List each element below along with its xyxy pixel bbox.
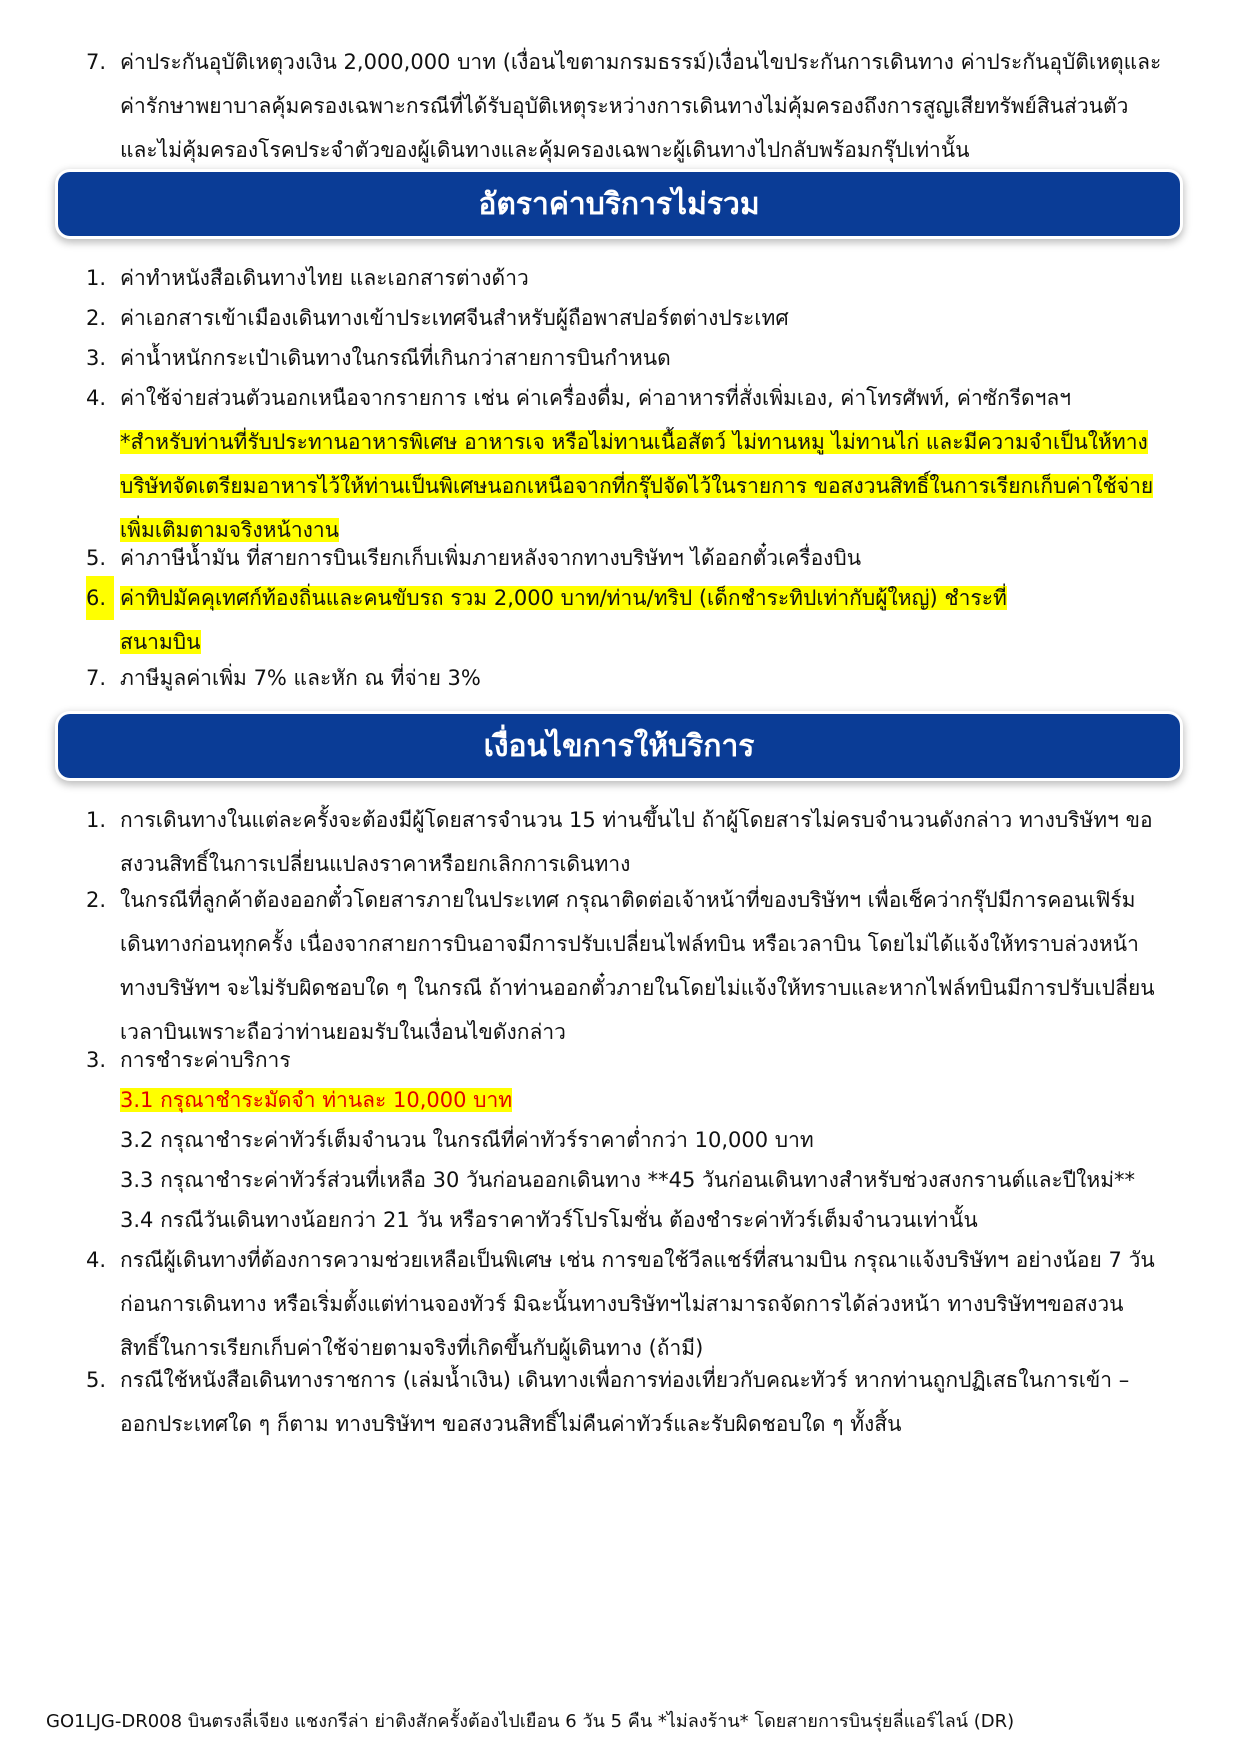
item-line: ภาษีมูลค่าเพิ่ม 7% และหัก ณ ที่จ่าย 3%: [120, 666, 481, 690]
item-number: 6.: [86, 576, 114, 620]
insurance-item: [86, 40, 1175, 172]
payment-subitem-balance: 3.3 กรุณาชำระค่าทัวร์ส่วนที่เหลือ 30 วันก่อนออกเดินทาง **45 วันก่อนเดินทางสำหรับช่วงสงกรานต์และปีใหม่**: [120, 1168, 1136, 1192]
item-line: ค่าใช้จ่ายส่วนตัวนอกเหนือจากรายการ เช่น ค่าเครื่องดื่ม, ค่าอาหารที่สั่งเพิ่มเอง, ค่าโทรศัพท์, ค่าซักรีดฯลฯ: [120, 386, 1072, 410]
condition-item-5: [86, 1358, 1175, 1446]
item-line: ค่าภาษีน้ำมัน ที่สายการบินเรียกเก็บเพิ่มภายหลังจากทางบริษัทฯ ได้ออกตั๋วเครื่องบิน: [120, 546, 862, 570]
special-meal-note: *สำหรับท่านที่รับประทานอาหารพิเศษ อาหารเจ หรือไม่ทานเนื้อสัตว์ ไม่ทานหมู ไม่ทานไก่ และมีความจำเป็นให้ทาง: [120, 430, 1148, 454]
item-number: 7.: [86, 50, 107, 74]
item-line: ค่าทำหนังสือเดินทางไทย และเอกสารต่างด้าว: [120, 266, 529, 290]
tip-note: สนามบิน: [120, 630, 201, 654]
payment-subitem-short-notice: 3.4 กรณีวันเดินทางน้อยกว่า 21 วัน หรือราคาทัวร์โปรโมชั่น ต้องชำระค่าทัวร์เต็มจำนวนเท่านั้น: [120, 1208, 978, 1232]
item-line: ทางบริษัทฯ จะไม่รับผิดชอบใด ๆ ในกรณี ถ้าท่านออกตั๋วภายในโดยไม่แจ้งให้ทราบและหากไฟล์ทบินมีการปรับเปลี่ยน: [120, 976, 1155, 1000]
item-number: 2.: [86, 306, 107, 330]
item-number: 2.: [86, 888, 107, 912]
item-line: ค่าประกันอุบัติเหตุวงเงิน 2,000,000 บาท (เงื่อนไขตามกรมธรรม์)เงื่อนไขประกันการเดินทาง ค่าประกันอุบัติเหตุและ: [120, 50, 1162, 74]
excluded-item-6: [86, 576, 1175, 664]
item-number: 5.: [86, 1368, 107, 1392]
section-title: เงื่อนไขการให้บริการ: [483, 728, 755, 764]
item-number: 3.: [86, 346, 107, 370]
excluded-item-3: [86, 336, 1175, 380]
item-line: ค่าน้ำหนักกระเป๋าเดินทางในกรณีที่เกินกว่าสายการบินกำหนด: [120, 346, 671, 370]
item-line: ในกรณีที่ลูกค้าต้องออกตั๋วโดยสารภายในประเทศ กรุณาติดต่อเจ้าหน้าที่ของบริษัทฯ เพื่อเช็คว่ากรุ๊ปมีการคอนเฟิร์ม: [120, 888, 1136, 912]
item-line: เวลาบินเพราะถือว่าท่านยอมรับในเงื่อนไขดังกล่าว: [120, 1020, 566, 1044]
excluded-item-1: [86, 256, 1175, 300]
item-line: ก่อนการเดินทาง หรือเริ่มตั้งแต่ท่านจองทัวร์ มิฉะนั้นทางบริษัทฯไม่สามารถจัดการได้ล่วงหน้า ทางบริษัทฯขอสงวน: [120, 1292, 1124, 1316]
item-line: การชำระค่าบริการ: [120, 1048, 291, 1072]
item-number: 4.: [86, 1248, 107, 1272]
item-line: สงวนสิทธิ์ในการเปลี่ยนแปลงราคาหรือยกเลิกการเดินทาง: [120, 852, 631, 876]
payment-subitem-deposit: [120, 1078, 1175, 1122]
item-line: ออกประเทศใด ๆ ก็ตาม ทางบริษัทฯ ขอสงวนสิทธิ์ไม่คืนค่าทัวร์และรับผิดชอบใด ๆ ทั้งสิ้น: [120, 1412, 902, 1436]
special-meal-note: บริษัทจัดเตรียมอาหารไว้ให้ท่านเป็นพิเศษนอกเหนือจากที่กรุ๊ปจัดไว้ในรายการ ขอสงวนสิทธิ์ในการเรียกเก็บค่าใช้จ่าย: [120, 474, 1154, 498]
item-line: ค่าเอกสารเข้าเมืองเดินทางเข้าประเทศจีนสำหรับผู้ถือพาสปอร์ตต่างประเทศ: [120, 306, 789, 330]
excluded-item-5: [86, 536, 1175, 580]
section-title: อัตราค่าบริการไม่รวม: [478, 186, 760, 222]
item-line: และไม่คุ้มครองโรคประจำตัวของผู้เดินทางและคุ้มครองเฉพาะผู้เดินทางไปกลับพร้อมกรุ๊ปเท่านั้น: [120, 138, 970, 162]
excluded-item-2: [86, 296, 1175, 340]
page-footer: GO1LJG-DR008 บินตรงลี่เจียง แชงกรีล่า ย่าติงสักครั้งต้องไปเยือน 6 วัน 5 คืน *ไม่ลงร้าน* โดยสายการบินรุ่ยลี่แอร์ไลน์ (DR): [46, 1711, 1015, 1732]
item-line: เดินทางก่อนทุกครั้ง เนื่องจากสายการบินอาจมีการปรับเปลี่ยนไฟล์ทบิน หรือเวลาบิน โดยไม่ได้แจ้งให้ทราบล่วงหน้า: [120, 932, 1139, 956]
item-number: 3.: [86, 1048, 107, 1072]
tip-note: ค่าทิปมัคคุเทศก์ท้องถิ่นและคนขับรถ รวม 2,000 บาท/ท่าน/ทริป (เด็กชำระทิปเท่ากับผู้ใหญ่) ชำระที่: [120, 586, 1007, 610]
item-line: ค่ารักษาพยาบาลคุ้มครองเฉพาะกรณีที่ได้รับอุบัติเหตุระหว่างการเดินทางไม่คุ้มครองถึงการสูญเสียทรัพย์สินส่วนตัว: [120, 94, 1129, 118]
condition-item-1: [86, 798, 1175, 886]
deposit-note: 3.1 กรุณาชำระมัดจำ ท่านละ 10,000 บาท: [120, 1088, 513, 1112]
item-number: 7.: [86, 666, 107, 690]
item-number: 4.: [86, 386, 107, 410]
condition-item-4: [86, 1238, 1175, 1370]
condition-item-2: [86, 878, 1175, 1054]
special-meal-note: เพิ่มเติมตามจริงหน้างาน: [120, 518, 340, 542]
conditions-section-banner: [58, 714, 1180, 778]
condition-item-3: [86, 1038, 1175, 1082]
item-number: 5.: [86, 546, 107, 570]
item-line: สิทธิ์ในการเรียกเก็บค่าใช้จ่ายตามจริงที่เกิดขึ้นกับผู้เดินทาง (ถ้ามี): [120, 1336, 704, 1360]
item-number: 1.: [86, 808, 107, 832]
excluded-item-7: [86, 656, 1175, 700]
excluded-section-banner: [58, 172, 1180, 236]
item-line: กรณีใช้หนังสือเดินทางราชการ (เล่มน้ำเงิน) เดินทางเพื่อการท่องเที่ยวกับคณะทัวร์ หากท่านถูกปฏิเสธในการเข้า –: [120, 1368, 1130, 1392]
item-line: การเดินทางในแต่ละครั้งจะต้องมีผู้โดยสารจำนวน 15 ท่านขึ้นไป ถ้าผู้โดยสารไม่ครบจำนวนดังกล่าว ทางบริษัทฯ ขอ: [120, 808, 1153, 832]
item-number: 1.: [86, 266, 107, 290]
item-line: กรณีผู้เดินทางที่ต้องการความช่วยเหลือเป็นพิเศษ เช่น การขอใช้วีลแชร์ที่สนามบิน กรุณาแจ้งบริษัทฯ อย่างน้อย 7 วัน: [120, 1248, 1155, 1272]
excluded-item-4: [86, 376, 1175, 552]
payment-subitem-full: 3.2 กรุณาชำระค่าทัวร์เต็มจำนวน ในกรณีที่ค่าทัวร์ราคาต่ำกว่า 10,000 บาท: [120, 1128, 814, 1152]
